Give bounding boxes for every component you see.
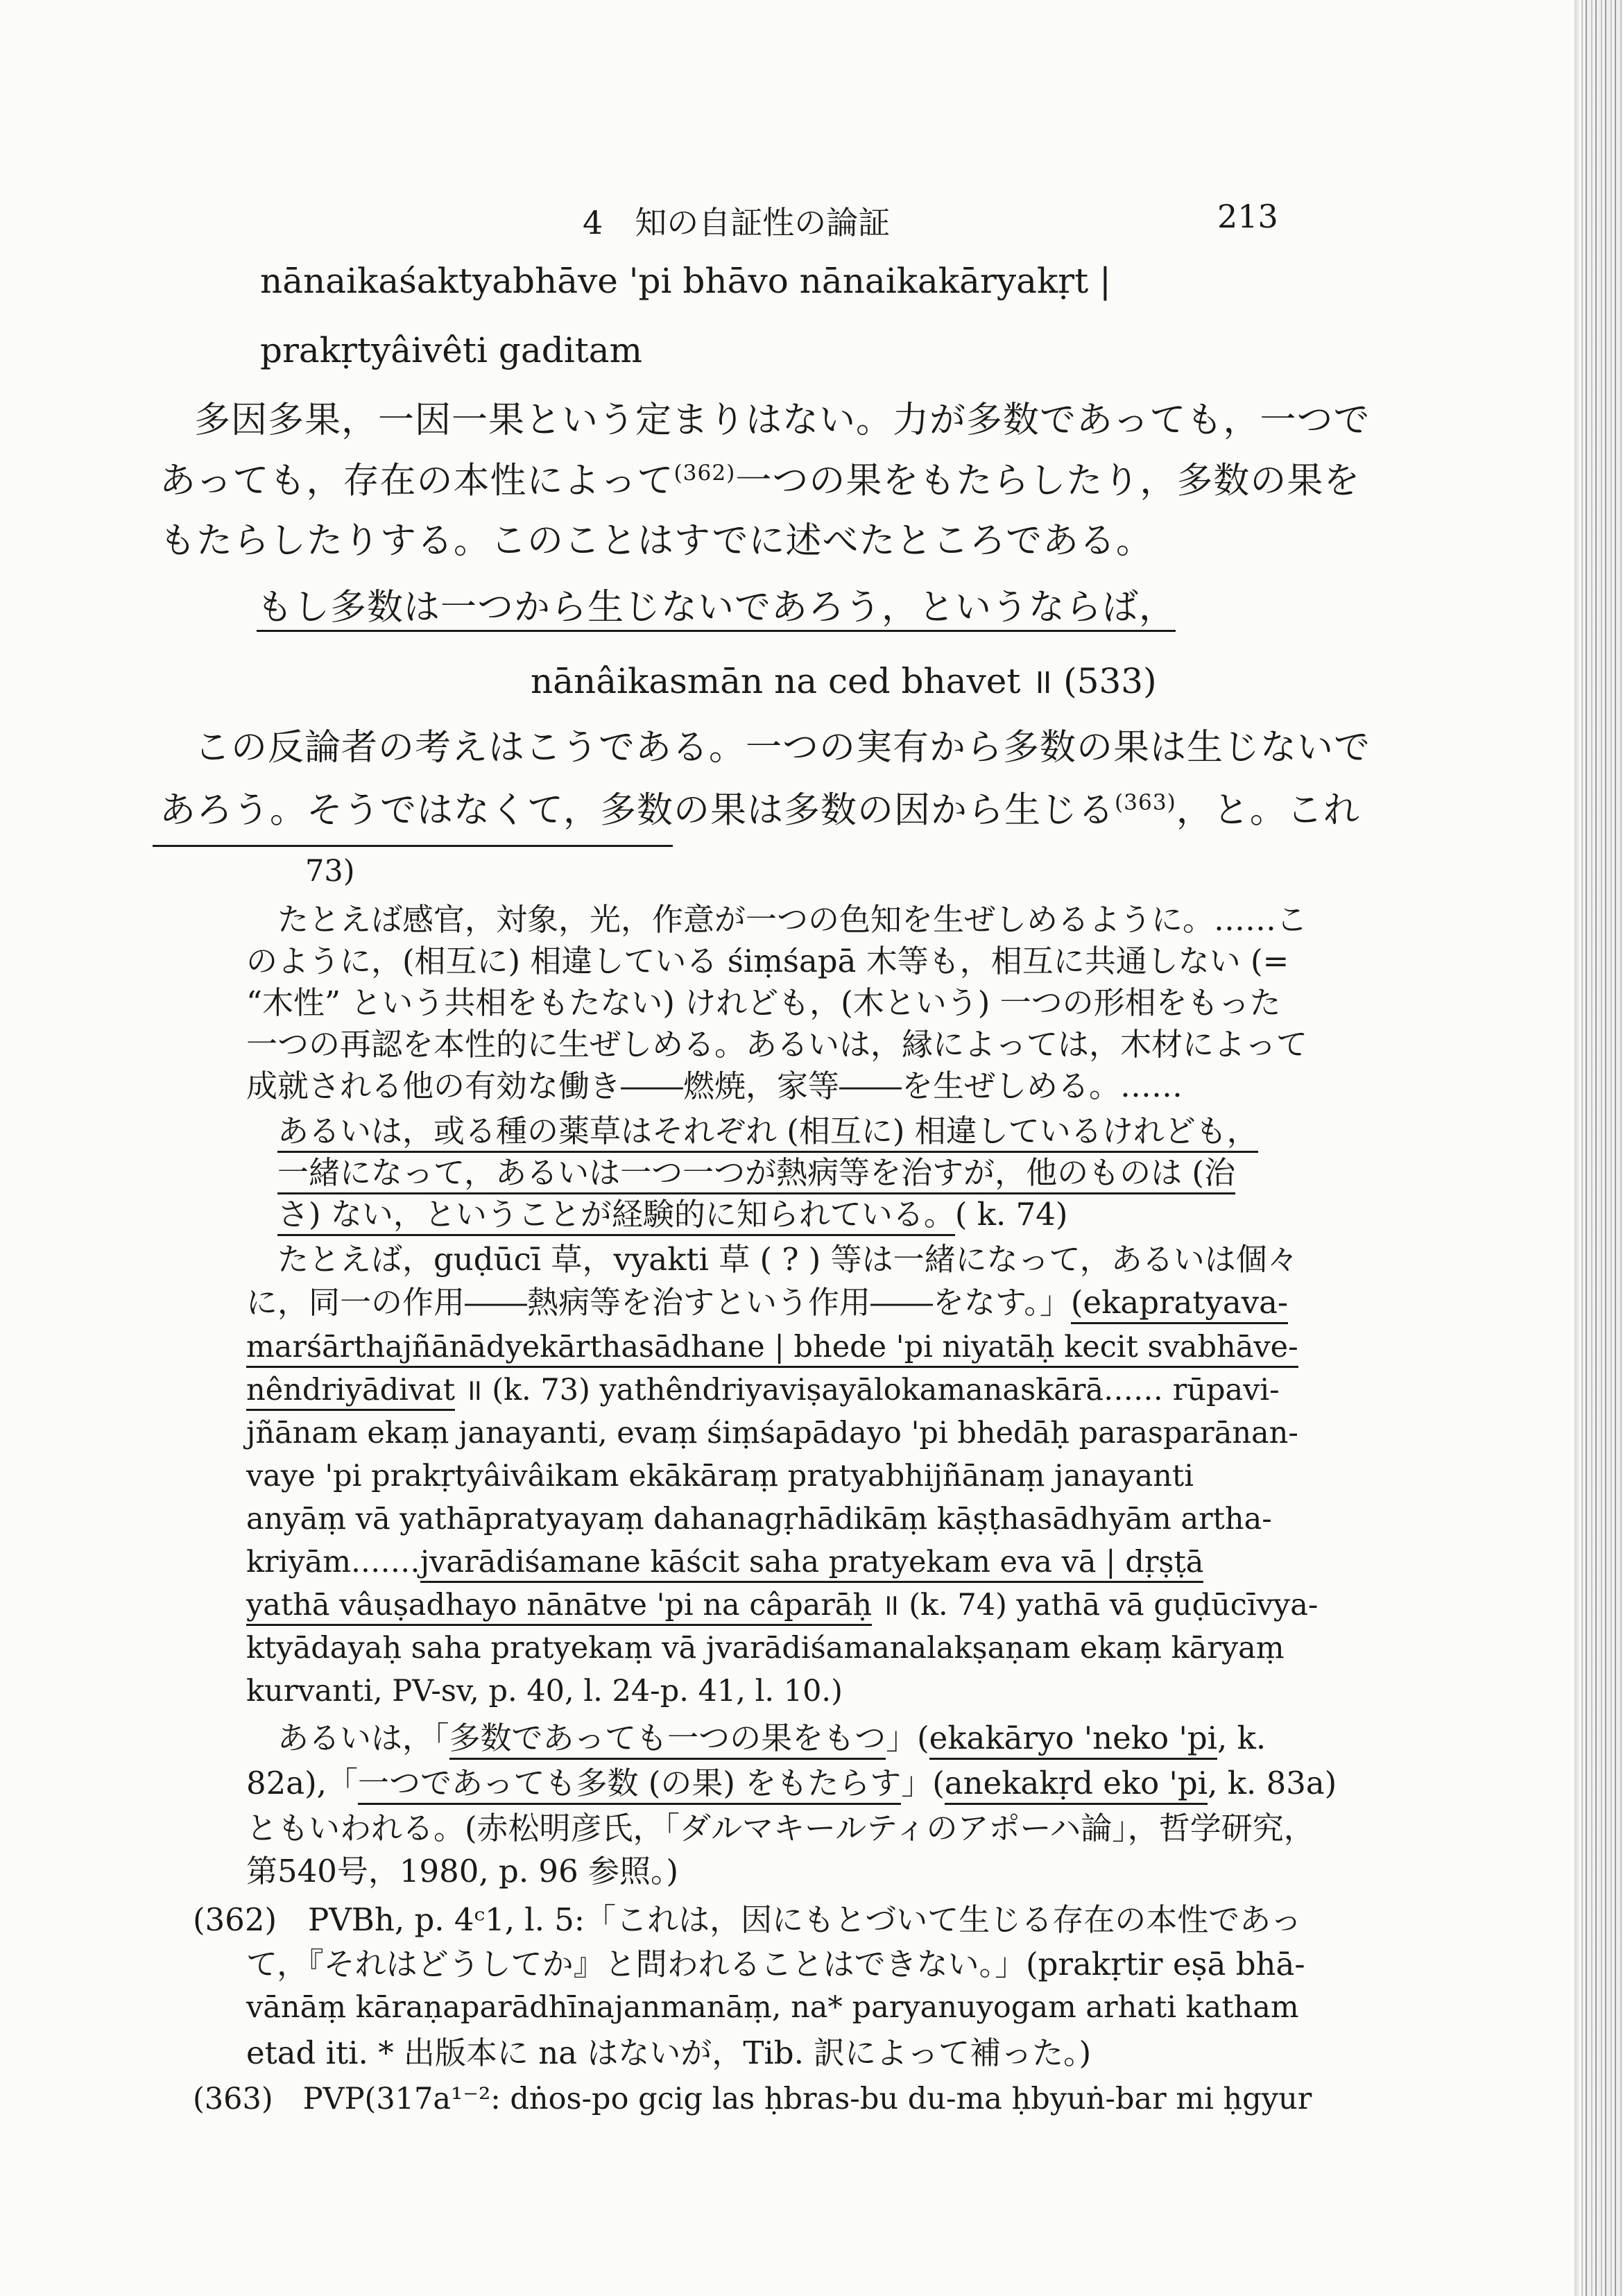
text-line: この反論者の考えはこうである。一つの実有から多数の果は生じないで: [194, 727, 1371, 769]
text-span: ॥ (k. 74) yathā vā guḍūcīvya-: [872, 1588, 1319, 1622]
footnote-line: etad iti. * 出版本に na はないが，Tib. 訳によって補った。): [246, 2034, 1092, 2071]
footnote-line: kurvanti, PV-sv, p. 40, l. 24-p. 41, l. 10.): [246, 1674, 843, 1708]
verse-line: prakṛtyâivêti gaditam: [260, 330, 643, 370]
footnote-line: [277, 1720, 1266, 1756]
text-span: , k. 83a): [1208, 1765, 1337, 1801]
underlined-text: (ekapratyava-: [1071, 1284, 1288, 1324]
text-span: に，同一の作用――熱病等を治すという作用――をなす。」: [246, 1284, 1071, 1321]
footnote-363: (363) PVP(317a¹⁻²: dṅos-po gcig las ḥbras-bu du-ma ḥbyuṅ-bar mi ḥgyur: [193, 2082, 1312, 2116]
footnote-line: “木性” という共相をもたない) けれども，(木という) 一つの形相をもった: [246, 984, 1281, 1021]
underlined-text: 一緒になって，あるいは一つ一つが熱病等を治すが，他のものは (治: [277, 1154, 1235, 1194]
text-span: ॥ (k. 73) yathêndriyaviṣayālokamanaskārā…… rūpavi-: [455, 1373, 1280, 1407]
book-binding-edge: [1581, 0, 1623, 2296]
footnote-line: [246, 1285, 1288, 1321]
note-ref-362: (362): [673, 461, 736, 486]
text-span: 」(: [886, 1720, 929, 1756]
text-line: [160, 461, 1360, 502]
footnote-separator: [153, 845, 673, 847]
text-span: あっても，存在の本性によって: [160, 460, 674, 502]
footnote-line: [246, 1765, 1337, 1801]
footnote-line: 一つの再認を本性的に生ぜしめる。あるいは，縁によっては，木材によって: [246, 1026, 1308, 1063]
text-span: ( k. 74): [954, 1196, 1068, 1233]
footnote-line: 成就される他の有効な働き――燃焼，家等――を生ぜしめる。……: [246, 1068, 1183, 1104]
text-span: あるいは，「: [277, 1720, 449, 1756]
footnote-line: たとえば感官，対象，光，作意が一つの色知を生ぜしめるように。……こ: [277, 901, 1308, 938]
footnote-line: のように，(相互に) 相違している śiṃśapā 木等も，相互に共通しない (=: [246, 943, 1289, 979]
footnote-line: [277, 1155, 1235, 1191]
text-span: ，と。これ: [1176, 789, 1360, 832]
footnote-line: anyāṃ vā yathāpratyayaṃ dahanagṛhādikāṃ kāṣṭhasādhyām artha-: [246, 1502, 1272, 1536]
underlined-text: anekakṛd eko 'pi: [945, 1765, 1208, 1805]
underlined-text: 多数であっても一つの果をもつ: [449, 1720, 886, 1760]
footnote-362: (362) PVBh, p. 4ᶜ1, l. 5:「これは，因にもとづいて生じる存在の本性であっ: [193, 1901, 1302, 1938]
verse-line: nānaikaśaktyabhāve 'pi bhāvo nānaikakāryakṛt |: [260, 261, 1111, 301]
footnote-line: ともいわれる。(赤松明彦氏，「ダルマキールティのアポーハ論」，哲学研究，: [246, 1810, 1315, 1847]
footnote-line: [277, 1113, 1258, 1149]
underlined-text: jvarādiśamane kāścit saha pratyekam eva vā | dṛṣṭā: [420, 1545, 1204, 1583]
underlined-text: さ) ない，ということが経験的に知られている。: [277, 1196, 955, 1236]
footnote-line: vānāṃ kāraṇaparādhīnajanmanāṃ, na* paryanuyogam arhati katham: [246, 1990, 1299, 2025]
text-span: kriyām.……: [246, 1545, 420, 1579]
footnote-line: て，『それはどうしてか』と問われることはできない。」(prakṛtir eṣā bhā-: [246, 1946, 1305, 1982]
text-span: 一つの果をもたらしたり，多数の果を: [735, 460, 1361, 502]
underlined-line: [257, 588, 1176, 628]
footnote-line: ktyādayaḥ saha pratyekaṃ vā jvarādiśamanalakṣaṇam ekaṃ kāryaṃ: [246, 1631, 1285, 1665]
footnote-line: [246, 1588, 1318, 1622]
footnote-line: 第540号，1980, p. 96 参照。): [246, 1853, 679, 1890]
footnote-line: jñānam ekaṃ janayanti, evaṃ śiṃśapādayo 'pi bhedāḥ parasparānan-: [246, 1416, 1298, 1450]
footnote-line: [246, 1330, 1298, 1364]
text-span: あろう。そうではなくて，多数の果は多数の因から生じる: [160, 789, 1115, 832]
text-span: 」(: [901, 1765, 945, 1801]
footnote-line: [246, 1545, 1203, 1579]
text-line: 多因多果，一因一果という定まりはない。力が多数であっても，一つで: [194, 400, 1371, 441]
underlined-text: nêndriyādivat: [246, 1373, 455, 1411]
underlined-text: marśārthajñānādyekārthasādhane | bhede 'pi niyatāḥ kecit svabhāve-: [246, 1330, 1298, 1368]
underlined-text: yathā vâuṣadhayo nānātve 'pi na câparāḥ: [246, 1588, 872, 1626]
text-span: 82a),「: [246, 1765, 358, 1801]
note-number: 73): [305, 854, 355, 889]
text-line: [160, 791, 1360, 831]
footnote-line: [246, 1373, 1280, 1407]
verse-line: nānâikasmān na ced bhavet ॥ (533): [531, 661, 1157, 701]
footnote-line: vaye 'pi prakṛtyâivâikam ekākāraṃ pratyabhijñānaṃ janayanti: [246, 1459, 1194, 1493]
note-ref-363: (363): [1114, 790, 1176, 815]
text-line: もたらしたりする。このことはすでに述べたところである。: [160, 520, 1153, 562]
running-header: [0, 198, 1623, 246]
text-span: , k.: [1217, 1720, 1266, 1756]
page-number: 213: [1217, 198, 1278, 235]
underlined-text: 一つであっても多数 (の果) をもたらす: [358, 1765, 901, 1805]
page-edge-shadow: [1574, 0, 1580, 2296]
underlined-text: ekakāryo 'neko 'pi: [929, 1720, 1217, 1760]
underlined-text: もし多数は一つから生じないであろう，というならば，: [257, 587, 1176, 632]
footnote-line: [277, 1197, 1067, 1233]
underlined-text: あるいは，或る種の薬草はそれぞれ (相互に) 相違しているけれども，: [277, 1113, 1258, 1153]
chapter-title: 4 知の自証性の論証: [583, 204, 891, 241]
footnote-line: たとえば，guḍūcī 草，vyakti 草 ( ? ) 等は一緒になって，あるいは個々: [277, 1241, 1298, 1278]
